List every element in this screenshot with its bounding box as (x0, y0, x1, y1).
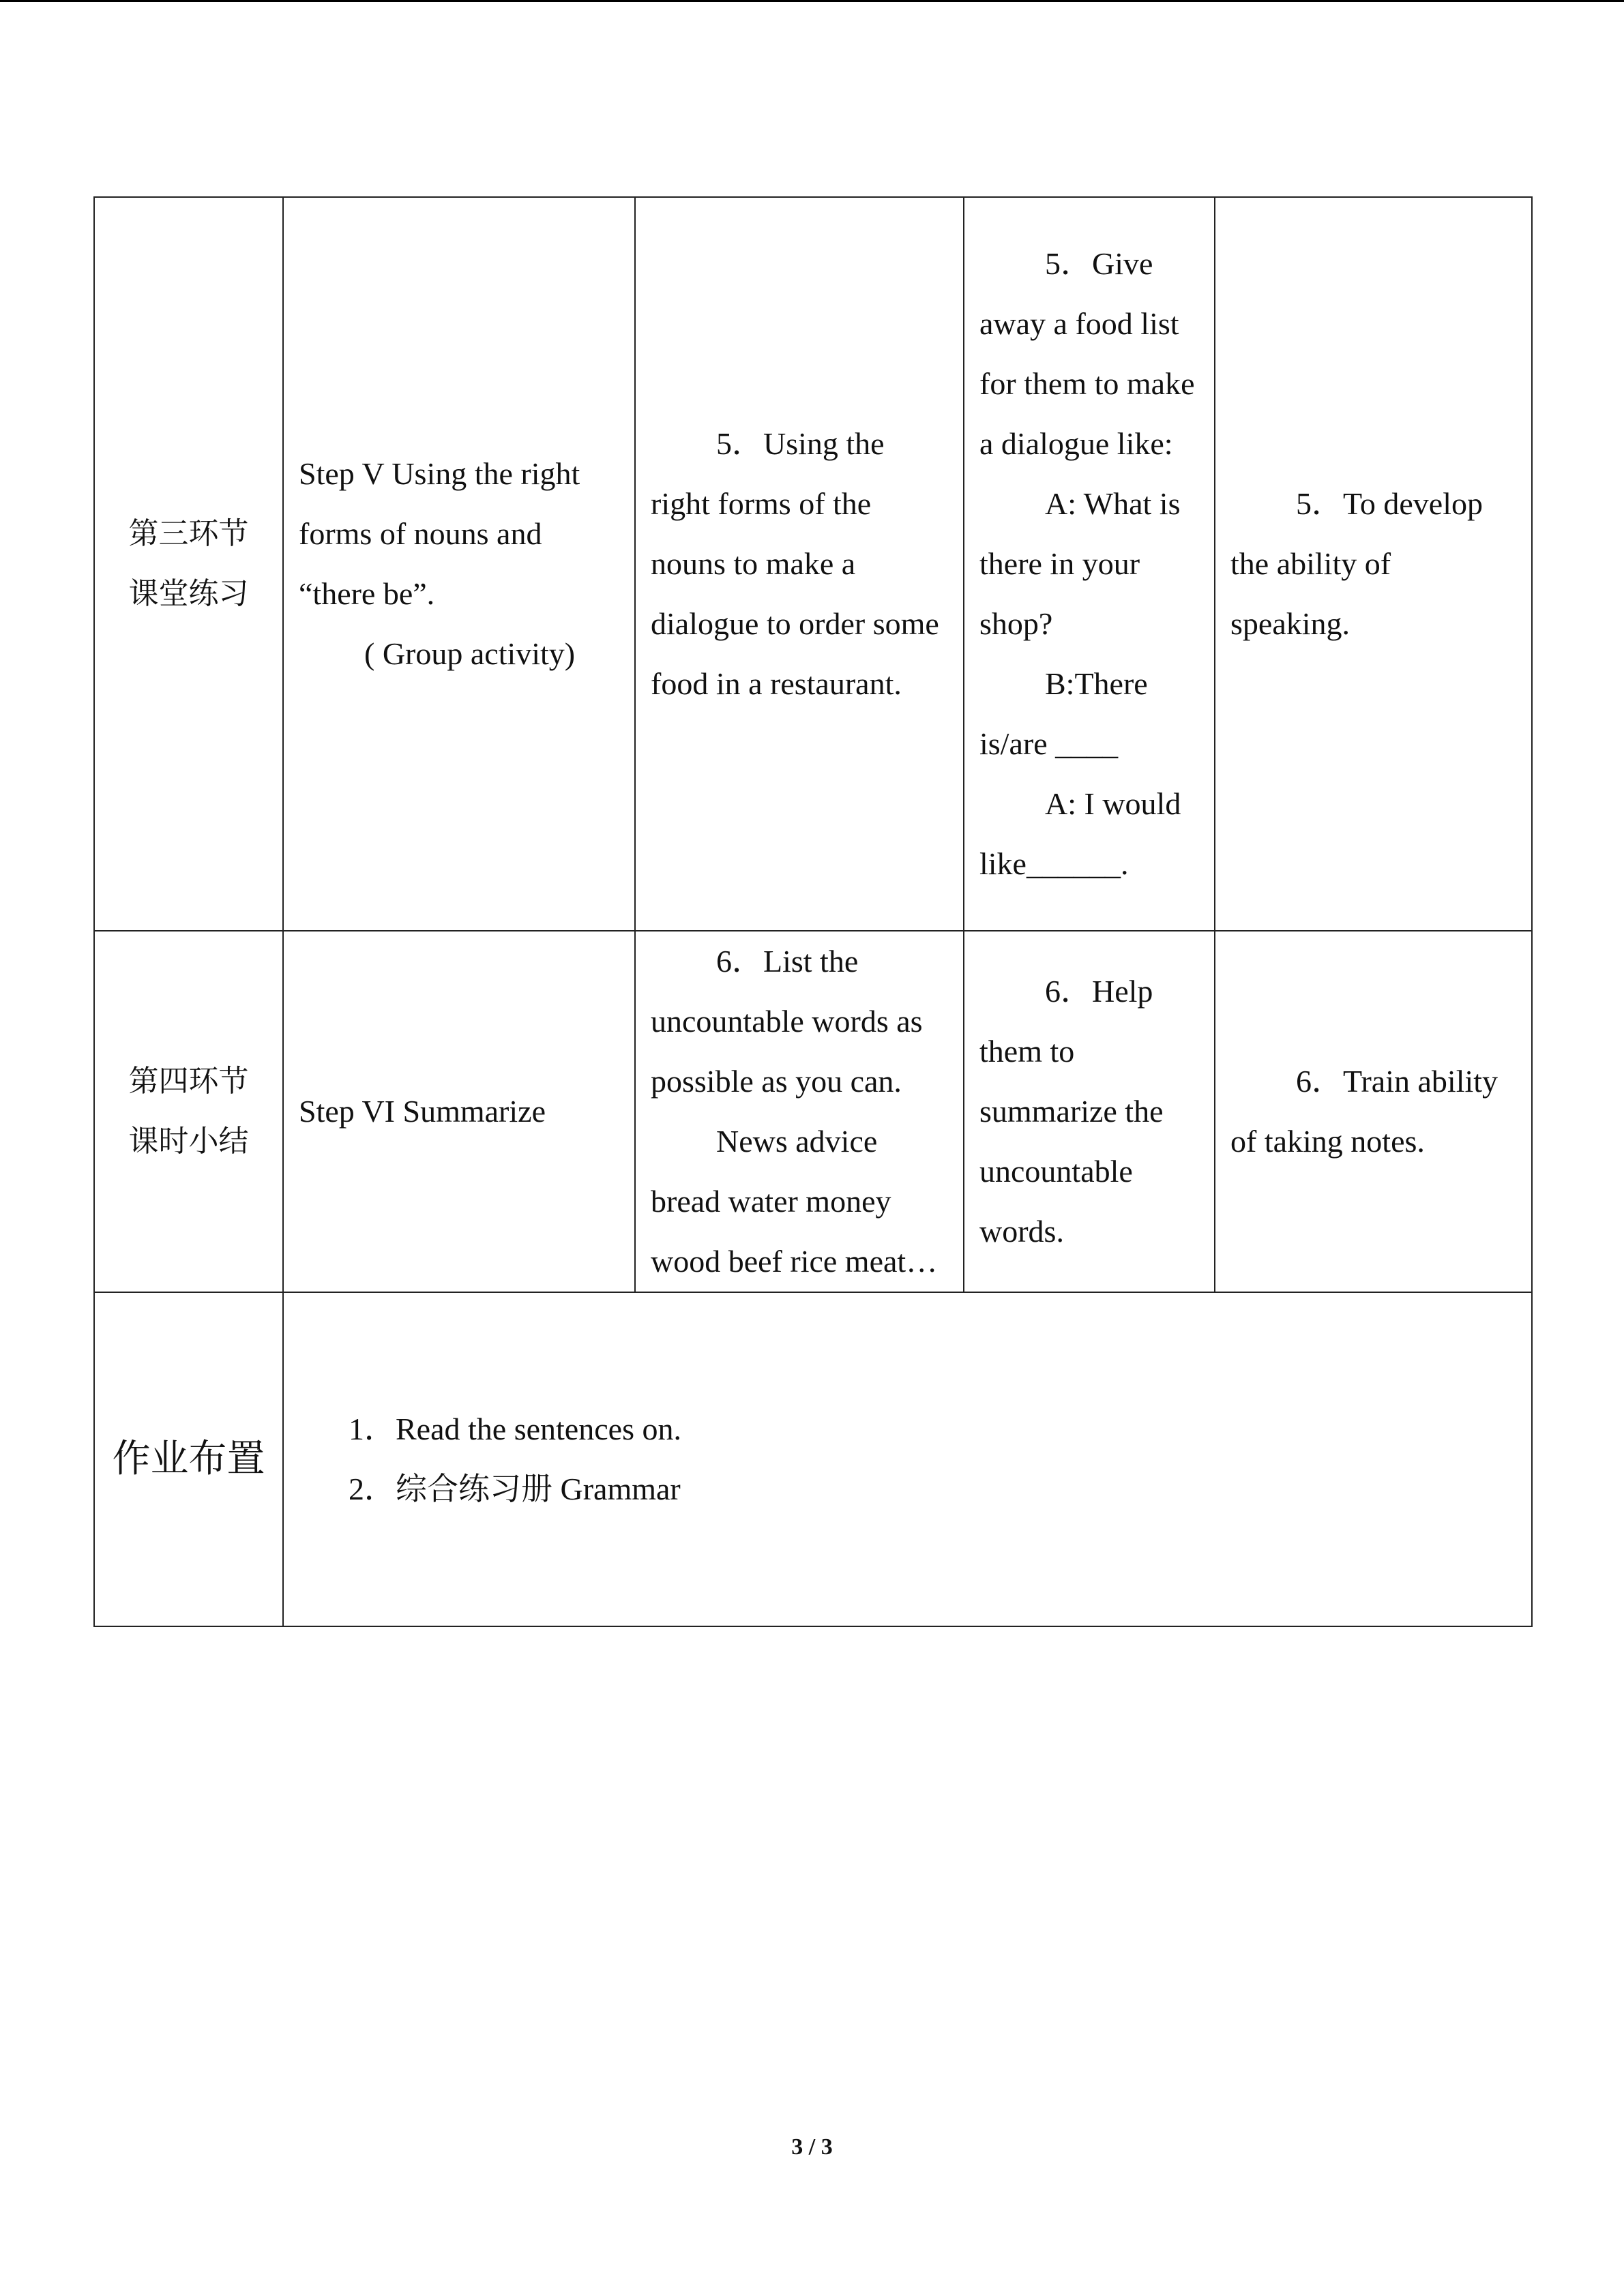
table-row (94, 197, 1532, 931)
step-text: Step V Using the right forms of nouns and (299, 456, 580, 551)
section-cell (94, 931, 283, 1292)
activity-cell (635, 197, 964, 931)
homework-list (283, 1292, 1532, 1626)
teacher-text: A: I would like______. (979, 786, 1181, 881)
teacher-cell (964, 931, 1215, 1292)
homework-label: 作业布置 (94, 1292, 283, 1626)
teacher-cell (964, 197, 1215, 931)
section-cell (94, 197, 283, 931)
table-row (94, 931, 1532, 1292)
activity-text: 5．Using the right forms of the nouns to make a dialogue to order some food in a restaurant. (651, 426, 939, 701)
section-label-line: 第四环节 (128, 1064, 249, 1099)
activity-cell (635, 931, 964, 1292)
activity-text: 6．List the uncountable words as possible as you can. (651, 944, 923, 1099)
section-label-line: 课堂练习 (128, 576, 249, 611)
step-text: Step VI Summarize (299, 1094, 546, 1129)
section-label-line: 第三环节 (128, 516, 249, 551)
purpose-text: 5．To develop the ability of speaking. (1230, 486, 1483, 641)
homework-row (94, 1292, 1532, 1626)
section-label-line: 课时小结 (128, 1124, 249, 1159)
purpose-cell (1215, 197, 1532, 931)
top-border-line (0, 0, 1624, 2)
teacher-text: 5．Give away a food list for them to make a dialogue like: (979, 246, 1195, 461)
step-cell (283, 931, 635, 1292)
homework-item: 2．综合练习册 Grammar (349, 1472, 681, 1506)
page-number: 3 / 3 (791, 2134, 833, 2160)
purpose-cell (1215, 931, 1532, 1292)
teacher-text: A: What is there in your shop? (979, 486, 1181, 641)
step-cell (283, 197, 635, 931)
step-text: “there be”. (299, 576, 435, 611)
lesson-plan-table (93, 196, 1533, 1627)
teacher-text: B:There is/are ____ (979, 666, 1148, 761)
activity-text: News advice bread water money wood beef rice meat… (651, 1124, 938, 1279)
step-text: ( Group activity) (364, 636, 576, 671)
purpose-text: 6．Train ability of taking notes. (1230, 1064, 1498, 1159)
homework-item: 1．Read the sentences on. (349, 1412, 681, 1446)
teacher-text: 6．Help them to summarize the uncountable words. (979, 974, 1164, 1249)
